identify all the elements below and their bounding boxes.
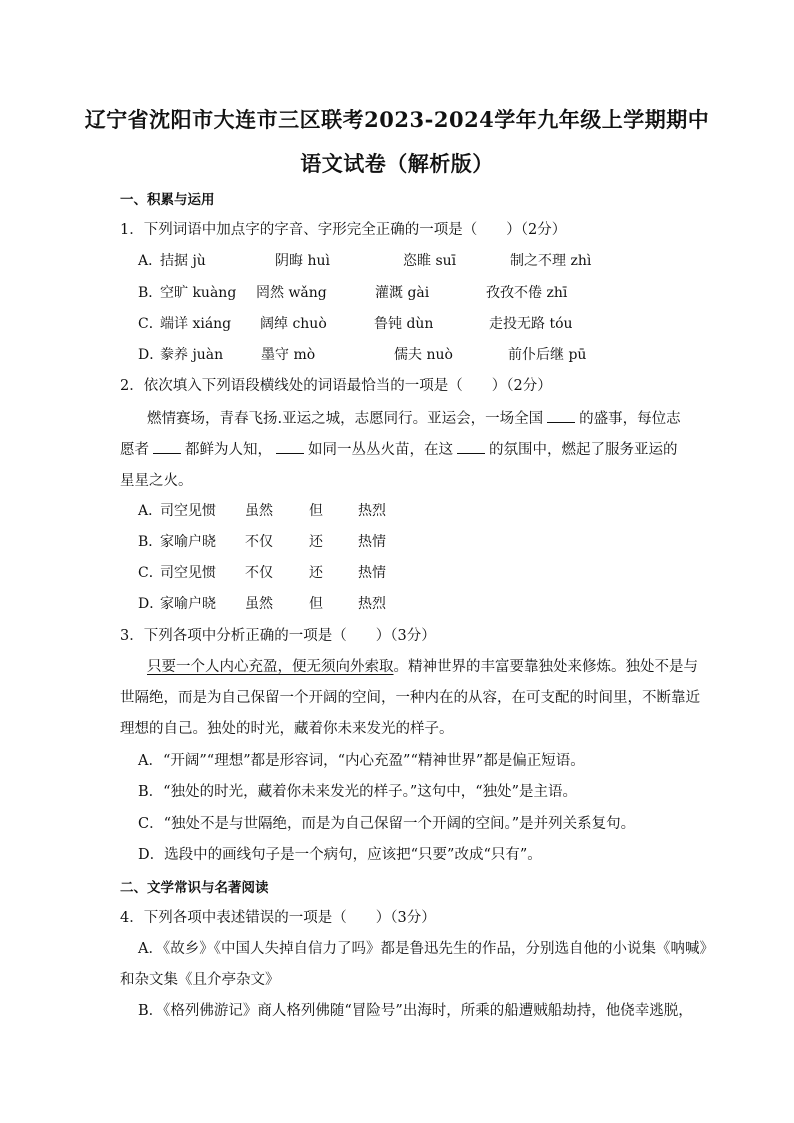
option-word: 鲁钝 dùn <box>374 316 434 332</box>
question-3-stem: 3．下列各项中分析正确的一项是（ ）（3分） <box>120 628 436 644</box>
option-word: 前仆后继 pū <box>508 347 587 363</box>
option-word: 热烈 <box>358 503 386 519</box>
q3-option-b: B．“独处的时光，藏着你未来发光的样子。”这句中，“独处”是主语。 <box>138 784 578 800</box>
option-word: 虽然 <box>245 596 273 612</box>
option-word: 灌溉 gài <box>375 285 430 301</box>
option-word: 端详 xiáng <box>160 316 232 332</box>
section-heading-1: 一、积累与运用 <box>120 192 215 208</box>
option-word: 儒夫 nuò <box>394 347 453 363</box>
q3-passage-line-3: 理想的自己。独处的时光，藏着你未来发光的样子。 <box>120 721 454 737</box>
option-word: 空旷 kuàng <box>160 285 237 301</box>
question-1-stem: 1．下列词语中加点字的字音、字形完全正确的一项是（ ）（2分） <box>120 222 567 238</box>
option-word: 制之不理 zhì <box>510 253 592 269</box>
option-letter: D． <box>138 596 164 612</box>
option-word: 墨守 mò <box>261 347 316 363</box>
q3-option-a: A．“开阔”“理想”都是形容词，“内心充盈”“精神世界”都是偏正短语。 <box>138 753 585 769</box>
passage-text: 的盛事，每位志 <box>579 411 681 427</box>
option-word: 阔绰 chuò <box>260 316 327 332</box>
q3-option-c: C．“独处不是与世隔绝，而是为自己保留一个开阔的空间。”是并列关系复句。 <box>138 816 636 832</box>
option-word: 拮据 jù <box>160 253 206 269</box>
option-word: 热烈 <box>358 596 386 612</box>
option-word: 罔然 wǎng <box>256 285 327 301</box>
option-word: 恣睢 suī <box>403 253 457 269</box>
option-letter: D． <box>138 347 164 363</box>
page-title-line2: 语文试卷（解析版） <box>300 151 494 176</box>
option-letter: A． <box>138 253 163 269</box>
fill-blank-3 <box>276 441 304 454</box>
section-heading-2: 二、文学常识与名著阅读 <box>120 880 269 896</box>
option-word: 司空见惯 <box>160 565 216 581</box>
q3-passage-line-2: 世隔绝，而是为自己保留一个开阔的空间，一种内在的从容，在可支配的时间里，不断靠近 <box>120 690 700 706</box>
option-word: 热情 <box>358 534 386 550</box>
q4-option-a-line-2: 和杂文集《且介亭杂文》 <box>120 972 280 988</box>
option-word: 孜孜不倦 zhī <box>486 285 568 301</box>
fill-blank-2 <box>153 441 181 454</box>
option-word: 热情 <box>358 565 386 581</box>
option-word: 阴晦 huì <box>275 253 330 269</box>
q2-passage-line-1 <box>147 407 681 428</box>
underlined-sentence: 只要一个人内心充盈，便无须向外索取 <box>147 659 394 675</box>
option-word: 不仅 <box>245 534 273 550</box>
fill-blank-4 <box>457 441 485 454</box>
passage-text: 愿者 <box>120 442 149 458</box>
option-letter: A． <box>138 503 163 519</box>
q4-option-a-line-1: A．《故乡》《中国人失掉自信力了吗》都是鲁迅先生的作品，分别选自他的小说集《呐喊》 <box>138 941 714 957</box>
question-2-stem: 2．依次填入下列语段横线处的词语最恰当的一项是（ ）（2分） <box>120 378 552 394</box>
option-word: 走投无路 tóu <box>489 316 573 332</box>
option-word: 还 <box>309 565 323 581</box>
option-letter: C． <box>138 316 163 332</box>
option-word: 豢养 juàn <box>160 347 224 363</box>
q4-option-b-line-1: B．《格列佛游记》商人格列佛随“冒险号”出海时，所乘的船遭贼船劫持，他侥幸逃脱， <box>138 1003 693 1019</box>
passage-text: 燃情赛场，青春飞扬.亚运之城，志愿同行。亚运会，一场全国 <box>147 411 544 427</box>
option-word: 不仅 <box>245 565 273 581</box>
passage-text: 。精神世界的丰富要靠独处来修炼。独处不是与 <box>393 659 698 675</box>
passage-text: 的氛围中，燃起了服务亚运的 <box>489 442 678 458</box>
fill-blank-1 <box>547 410 575 423</box>
option-word: 但 <box>309 596 323 612</box>
question-4-stem: 4．下列各项中表述错误的一项是（ ）（3分） <box>120 910 436 926</box>
option-word: 司空见惯 <box>160 503 216 519</box>
passage-text: 如同一丛丛火苗，在这 <box>308 442 453 458</box>
option-word: 但 <box>309 503 323 519</box>
option-word: 虽然 <box>245 503 273 519</box>
q3-passage-line-1 <box>147 655 698 676</box>
option-letter: B． <box>138 285 163 301</box>
option-letter: B． <box>138 534 163 550</box>
passage-text: 都鲜为人知， <box>185 442 272 458</box>
q2-passage-line-3: 星星之火。 <box>120 473 193 489</box>
page-title-line1: 辽宁省沈阳市大连市三区联考2023-2024学年九年级上学期期中 <box>84 107 710 132</box>
option-word: 家喻户晓 <box>160 534 216 550</box>
q3-option-d: D．选段中的画线句子是一个病句，应该把“只要”改成“只有”。 <box>138 847 542 863</box>
option-letter: C． <box>138 565 163 581</box>
option-word: 家喻户晓 <box>160 596 216 612</box>
option-word: 还 <box>309 534 323 550</box>
q2-passage-line-2 <box>120 438 678 459</box>
